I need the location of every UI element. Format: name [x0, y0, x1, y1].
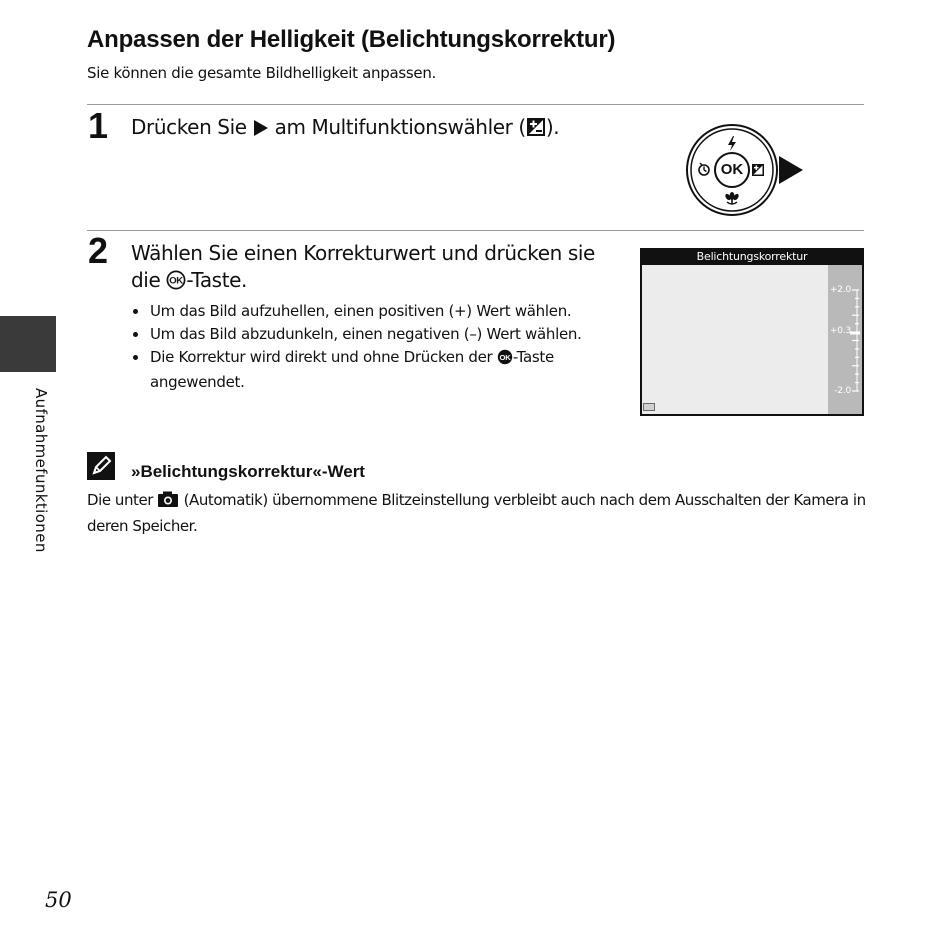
- right-arrow-icon: [779, 156, 803, 184]
- step1-instruction: [131, 114, 559, 144]
- page-title: Anpassen der Helligkeit (Belichtungskorrektur): [87, 26, 616, 53]
- note-body: [87, 489, 867, 538]
- bullet3-text-b: -Taste angewendet.: [150, 348, 554, 391]
- side-tab-label: Aufnahmefunktionen: [32, 388, 50, 553]
- exposure-compensation-icon: [526, 117, 546, 144]
- bullet3-text-a: Die Korrektur wird direkt und ohne Drücken der: [150, 348, 493, 366]
- multi-selector-dial: [684, 122, 808, 218]
- step1-text-c: ).: [545, 115, 560, 139]
- divider-step1: [87, 104, 864, 105]
- step2-instruction: [131, 240, 621, 297]
- scale-label-min: -2.0: [834, 386, 851, 396]
- step-number-1: 1: [88, 105, 109, 146]
- pencil-note-icon: [87, 452, 115, 480]
- scale-label-max: +2.0: [829, 285, 851, 295]
- step2-text-a: Wählen Sie einen Korrekturwert und drücken sie die: [131, 241, 595, 292]
- note-body-a: Die unter: [87, 491, 153, 509]
- step1-text-b: am Multifunktionswähler (: [274, 115, 526, 139]
- note-body-b: (Automatik) übernommene Blitzeinstellung verbleibt auch nach dem Ausschalten der Kamera in deren Speicher.: [87, 491, 866, 535]
- ok-button-icon: [166, 270, 186, 297]
- list-item: Um das Bild abzudunkeln, einen negativen (–) Wert wählen.: [131, 323, 601, 345]
- svg-text:OK: OK: [169, 275, 184, 287]
- step-number-2: 2: [88, 230, 109, 271]
- battery-icon: [643, 403, 655, 411]
- screen-header: Belichtungskorrektur: [696, 250, 808, 263]
- ok-button[interactable]: OK: [720, 161, 744, 178]
- side-tab-marker: [0, 316, 56, 372]
- note-title: »Belichtungskorrektur«-Wert: [131, 462, 365, 481]
- ok-button-icon: [497, 349, 513, 371]
- scale-label-current: +0.3: [829, 326, 851, 336]
- exposure-scale[interactable]: [828, 265, 862, 414]
- scale-current-marker: [850, 331, 860, 334]
- exposure-compensation-icon: [752, 164, 764, 176]
- list-item: Um das Bild aufzuhellen, einen positiven (+) Wert wählen.: [131, 300, 601, 322]
- screen-preview-image: [642, 265, 828, 414]
- step2-text-b: -Taste.: [186, 268, 247, 292]
- step2-bullet-list: [131, 300, 601, 394]
- divider-step2: [87, 230, 864, 231]
- list-item: [131, 346, 601, 393]
- svg-text:OK: OK: [499, 352, 511, 362]
- page-subtitle: Sie können die gesamte Bildhelligkeit anpassen.: [87, 64, 437, 82]
- page-number: 50: [45, 888, 72, 912]
- camera-icon: [157, 491, 179, 515]
- step1-text-a: Drücken Sie: [131, 115, 247, 139]
- right-triangle-icon: [253, 117, 269, 144]
- camera-screen: [640, 248, 864, 416]
